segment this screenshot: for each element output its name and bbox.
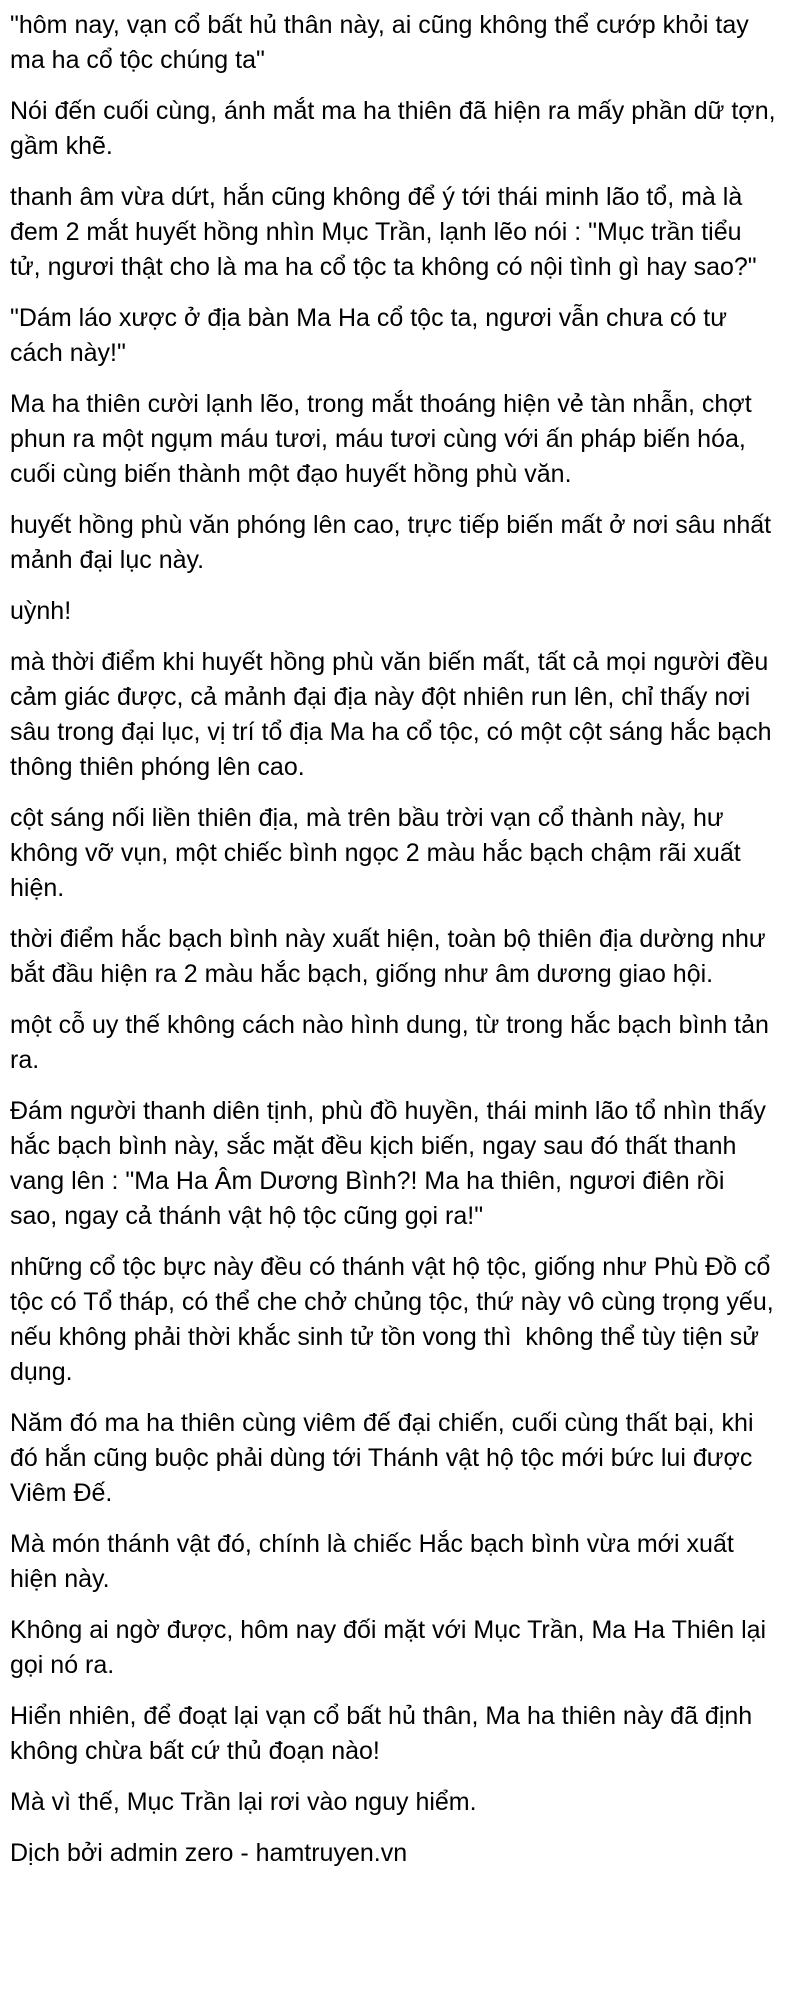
paragraph: "Dám láo xược ở địa bàn Ma Ha cổ tộc ta, ngươi vẫn chưa có tư cách này!": [10, 304, 734, 367]
paragraph: một cỗ uy thế không cách nào hình dung, từ trong hắc bạch bình tản ra.: [10, 1011, 776, 1074]
paragraph: Đám người thanh diên tịnh, phù đồ huyền, thái minh lão tổ nhìn thấy hắc bạch bình này, sắc mặt đều kịch biến, ngay sau đó thất thanh vang lên : "Ma Ha Âm Dương Bình?! Ma ha thiên, ngươi điên rồi sao, ngay cả thánh vật hộ tộc cũng gọi ra!": [10, 1097, 773, 1230]
paragraph: mà thời điểm khi huyết hồng phù văn biến mất, tất cả mọi người đều cảm giác được, cả mảnh đại địa này đột nhiên run lên, chỉ thấy nơi sâu trong đại lục, vị trí tổ địa Ma ha cổ tộc, có một cột sáng hắc bạch thông thiên phóng lên cao.: [10, 648, 779, 781]
paragraph: uỳnh!: [10, 597, 72, 625]
translator-credit: Dịch bởi admin zero - hamtruyen.vn: [10, 1839, 408, 1867]
paragraph: thanh âm vừa dứt, hắn cũng không để ý tới thái minh lão tổ, mà là đem 2 mắt huyết hồng nhìn Mục Trần, lạnh lẽo nói : "Mục trần tiểu tử, ngươi thật cho là ma ha cổ tộc ta không có nội tình gì hay sao?": [10, 183, 757, 281]
paragraph: huyết hồng phù văn phóng lên cao, trực tiếp biến mất ở nơi sâu nhất mảnh đại lục này.: [10, 511, 779, 574]
paragraph: "hôm nay, vạn cổ bất hủ thân này, ai cũng không thể cướp khỏi tay ma ha cổ tộc chúng ta": [10, 11, 756, 74]
paragraph: những cổ tộc bực này đều có thánh vật hộ tộc, giống như Phù Đồ cổ tộc có Tổ tháp, có thể che chở chủng tộc, thứ này vô cùng trọng yếu, nếu không phải thời khắc sinh tử tồn vong thì không thể tùy tiện sử dụng.: [10, 1253, 781, 1386]
paragraph: Không ai ngờ được, hôm nay đối mặt với Mục Trần, Ma Ha Thiên lại gọi nó ra.: [10, 1616, 774, 1679]
paragraph: Ma ha thiên cười lạnh lẽo, trong mắt thoáng hiện vẻ tàn nhẫn, chợt phun ra một ngụm máu tươi, máu tươi cùng với ấn pháp biến hóa, cuối cùng biến thành một đạo huyết hồng phù văn.: [10, 390, 759, 488]
paragraph: Mà món thánh vật đó, chính là chiếc Hắc bạch bình vừa mới xuất hiện này.: [10, 1530, 741, 1593]
paragraph: thời điểm hắc bạch bình này xuất hiện, toàn bộ thiên địa dường như bắt đầu hiện ra 2 màu hắc bạch, giống như âm dương giao hội.: [10, 925, 773, 988]
paragraph: Mà vì thế, Mục Trần lại rơi vào nguy hiểm.: [10, 1788, 477, 1816]
paragraph: cột sáng nối liền thiên địa, mà trên bầu trời vạn cổ thành này, hư không vỡ vụn, một chiếc bình ngọc 2 màu hắc bạch chậm rãi xuất hiện.: [10, 804, 748, 902]
paragraph: Hiển nhiên, để đoạt lại vạn cổ bất hủ thân, Ma ha thiên này đã định không chừa bất cứ thủ đoạn nào!: [10, 1702, 760, 1765]
paragraph: Nói đến cuối cùng, ánh mắt ma ha thiên đã hiện ra mấy phần dữ tợn, gầm khẽ.: [10, 97, 783, 160]
chapter-text: [10, 8, 783, 1820]
paragraph: Năm đó ma ha thiên cùng viêm đế đại chiến, cuối cùng thất bại, khi đó hắn cũng buộc phải dùng tới Thánh vật hộ tộc mới bức lui được Viêm Đế.: [10, 1409, 761, 1507]
